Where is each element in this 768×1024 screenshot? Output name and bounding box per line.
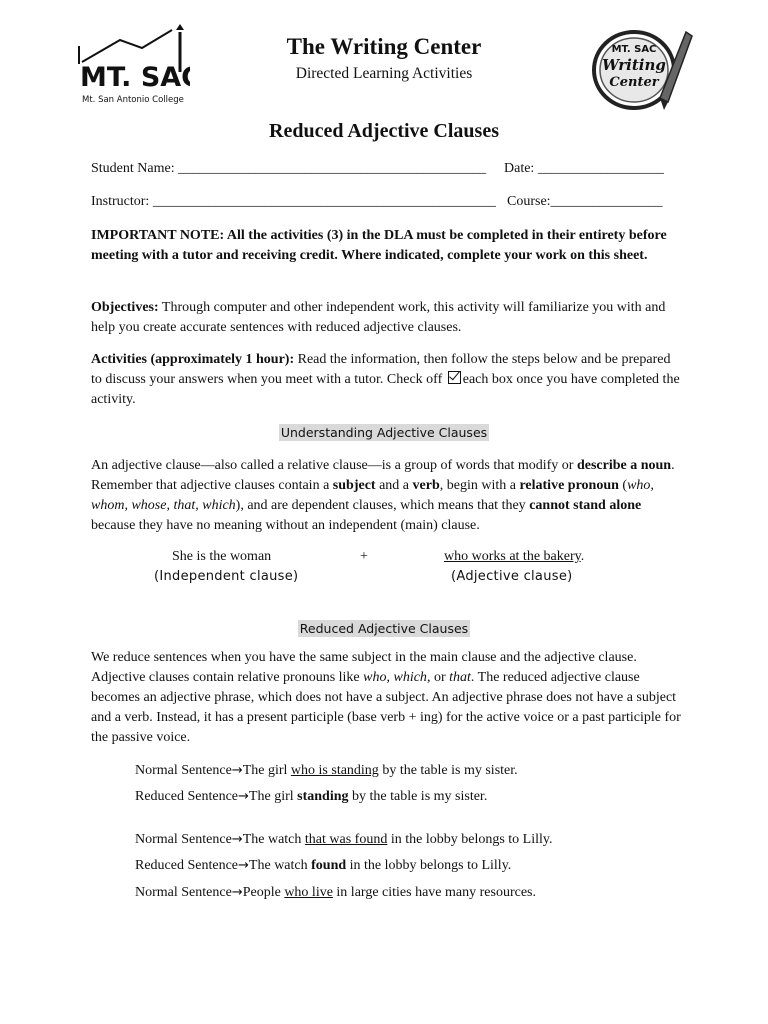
sentence-label: Reduced Sentence <box>135 789 239 804</box>
logo-right-mid-text: Writing <box>602 56 666 74</box>
activities-paragraph <box>91 350 681 410</box>
sentence-label: Normal Sentence <box>135 763 232 778</box>
text-run: because they have no meaning without an independent (main) clause. <box>91 518 480 533</box>
italic-run: who <box>363 670 387 685</box>
example-row-4 <box>135 858 511 874</box>
text-run: , begin with a <box>439 478 520 493</box>
example-row-5 <box>135 885 536 901</box>
student-name-row <box>91 161 681 177</box>
objectives-paragraph <box>91 298 681 338</box>
underlined-run: that was found <box>304 832 388 847</box>
instructor-row <box>91 194 681 210</box>
objectives-label: Objectives: <box>91 300 159 315</box>
text-run: by the table is my sister. <box>348 789 488 804</box>
logo-right-top-text: MT. SAC <box>611 44 657 55</box>
student-name-field[interactable]: Student Name: ____________________________________________ <box>91 161 487 176</box>
arrow-right-icon: → <box>231 885 243 900</box>
label-adjective-clause: (Adjective clause) <box>451 569 573 584</box>
italic-run: which <box>393 670 427 685</box>
example-row-3 <box>135 832 552 848</box>
text-run: The girl <box>248 789 298 804</box>
page-subtitle: Directed Learning Activities <box>295 65 473 82</box>
text-run: , <box>386 670 394 685</box>
date-field[interactable]: Date: __________________ <box>504 161 664 176</box>
text-run: in large cities have many resources. <box>332 885 536 900</box>
text-run: People <box>242 885 285 900</box>
adjective-clause-paragraph <box>91 456 681 536</box>
underlined-run: who is standing <box>290 763 379 778</box>
text-run: The watch <box>242 832 305 847</box>
arrow-right-icon: → <box>231 763 243 778</box>
course-field[interactable]: Course:________________ <box>507 194 663 209</box>
text-run: We reduce sentences when you have the same subject in the main clause and the adjective clause. Adjective clauses contain relative pronouns like <box>91 650 637 685</box>
reduced-clause-paragraph <box>91 648 681 748</box>
logo-right-bottom-text: Center <box>609 75 659 90</box>
logo-left-subtext: Mt. San Antonio College <box>82 95 184 105</box>
text-run: . Remember that adjective clauses contain a <box>91 458 675 493</box>
label-independent-clause: (Independent clause) <box>154 569 299 584</box>
section-heading-reduced <box>0 621 768 636</box>
text-run: . <box>580 549 585 564</box>
bold-run: found <box>311 858 347 873</box>
example-row-2 <box>135 789 487 805</box>
text-run: and a <box>375 478 413 493</box>
underlined-run: who works at the bakery <box>444 549 581 564</box>
bold-run: describe a noun <box>576 458 672 473</box>
text-run: The girl <box>242 763 291 778</box>
activities-label: Activities (approximately 1 hour): <box>91 352 295 367</box>
bold-run: subject <box>332 478 376 493</box>
instructor-field[interactable]: Instructor: _________________________________________________ <box>91 194 496 209</box>
text-run: An adjective clause—also called a relative clause—is a group of words that modify or <box>91 458 577 473</box>
example-independent-clause: She is the woman <box>172 549 272 564</box>
arrow-right-icon: → <box>238 789 249 804</box>
important-note-text: IMPORTANT NOTE: All the activities (3) in the DLA must be completed in their entirety before meeting with a tutor and receiving credit. Where indicated, complete your work on this sheet. <box>91 228 667 263</box>
arrow-right-icon: → <box>238 858 249 873</box>
example-row-1 <box>135 763 518 779</box>
logo-left-wordmark: MT. SAC <box>80 62 190 93</box>
bold-run: cannot stand alone <box>529 498 642 513</box>
text-run: in the lobby belongs to Lilly. <box>346 858 512 873</box>
sentence-label: Reduced Sentence <box>135 858 239 873</box>
sentence-label: Normal Sentence <box>135 885 232 900</box>
section-heading-understanding <box>0 425 768 440</box>
checkbox-icon <box>448 371 461 384</box>
text-run: in the lobby belongs to Lilly. <box>387 832 553 847</box>
text-run: ), and are dependent clauses, which means that they <box>235 498 530 513</box>
example-adjective-clause <box>444 549 584 565</box>
italic-run: who, whom, whose, that, which <box>91 478 654 513</box>
activities-text-after: each box once you have completed the activity. <box>91 372 680 407</box>
section-heading-understanding-text: Understanding Adjective Clauses <box>280 425 488 440</box>
example-plus: + <box>360 549 368 564</box>
text-run: ( <box>618 478 628 493</box>
bold-run: verb <box>412 478 440 493</box>
text-run: , or <box>426 670 450 685</box>
bold-run: relative pronoun <box>519 478 619 493</box>
document-title: Reduced Adjective Clauses <box>269 120 499 142</box>
page-title: The Writing Center <box>286 34 482 59</box>
sentence-label: Normal Sentence <box>135 832 232 847</box>
arrow-right-icon: → <box>231 832 243 847</box>
text-run: . The reduced adjective clause becomes an adjective phrase, which does not have a subject. An adjective phrase does not have a subject and a verb. Instead, it has a present participle (base verb + ing) for the active voice or a past participle for the passive voice. <box>91 670 681 745</box>
section-heading-reduced-text: Reduced Adjective Clauses <box>299 621 469 636</box>
text-run: by the table is my sister. <box>378 763 518 778</box>
objectives-text: Through computer and other independent work, this activity will familiarize you with and help you create accurate sentences with reduced adjective clauses. <box>91 300 666 335</box>
activities-text-before: Read the information, then follow the steps below and be prepared to discuss your answers when you meet with a tutor. Check off <box>91 352 671 387</box>
bold-run: standing <box>297 789 349 804</box>
important-note <box>91 226 681 266</box>
text-run: The watch <box>248 858 312 873</box>
underlined-run: who live <box>284 885 333 900</box>
italic-run: that <box>449 670 471 685</box>
